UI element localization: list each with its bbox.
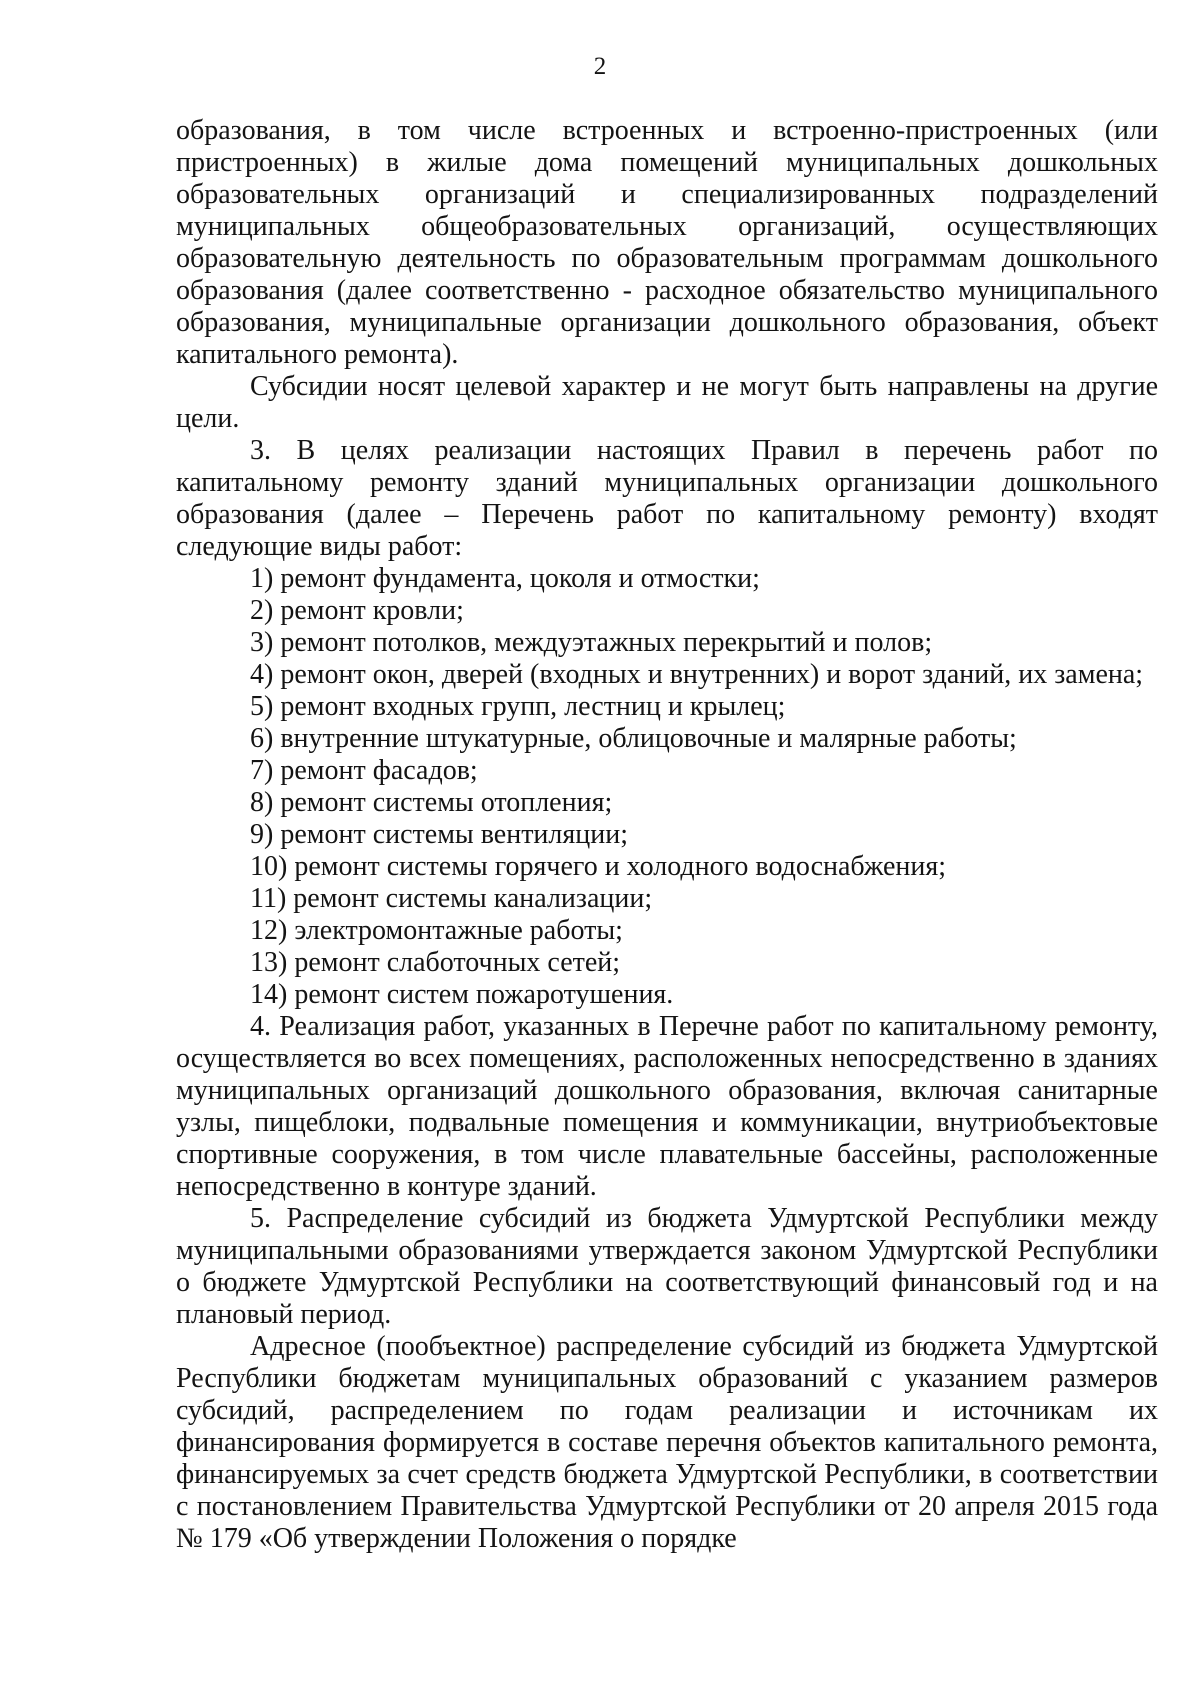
list-item: 6) внутренние штукатурные, облицовочные и малярные работы; (250, 723, 1017, 754)
list-item: 7) ремонт фасадов; (250, 755, 478, 786)
document-body (176, 115, 1158, 1555)
paragraph-address-distribution: Адресное (пообъектное) распределение субсидий из бюджета Удмуртской Республики бюджетам муниципальных образований с указанием размеров субсидий, распределением по годам реализации и источникам их финансирования формируется в составе перечня объектов капитального ремонта, финансируемых за счет средств бюджета Удмуртской Республики, в соответствии с постановлением Правительства Удмуртской Республики от 20 апреля 2015 года № 179 «Об утверждении Положения о порядке (176, 1331, 1158, 1554)
list-item: 14) ремонт систем пожаротушения. (250, 979, 674, 1010)
works-list (176, 563, 1158, 1011)
list-item: 9) ремонт системы вентиляции; (250, 819, 628, 850)
paragraph-clause-4: 4. Реализация работ, указанных в Перечне работ по капитальному ремонту, осуществляется во всех помещениях, расположенных непосредственно в зданиях муниципальных организаций дошкольного образования, включая санитарные узлы, пищеблоки, подвальные помещения и коммуникации, внутриобъектовые спортивные сооружения, в том числе плавательные бассейны, расположенные непосредственно в контуре зданий. (176, 1011, 1158, 1202)
paragraph-clause-5: 5. Распределение субсидий из бюджета Удмуртской Республики между муниципальными образованиями утверждается законом Удмуртской Республики о бюджете Удмуртской Республики на соответствующий финансовый год и на плановый период. (176, 1203, 1158, 1330)
list-item: 11) ремонт системы канализации; (250, 883, 653, 914)
list-item: 5) ремонт входных групп, лестниц и крылец; (250, 691, 786, 722)
paragraph-continuation: образования, в том числе встроенных и встроенно-пристроенных (или пристроенных) в жилые дома помещений муниципальных дошкольных образовательных организаций и специализированных подразделений муниципальных общеобразовательных организаций, осуществляющих образовательную деятельность по образовательным программам дошкольного образования (далее соответственно - расходное обязательство муниципального образования, муниципальные организации дошкольного образования, объект капитального ремонта). (176, 115, 1158, 370)
list-item: 4) ремонт окон, дверей (входных и внутренних) и ворот зданий, их замена; (250, 659, 1144, 690)
list-item: 8) ремонт системы отопления; (250, 787, 613, 818)
list-item: 13) ремонт слаботочных сетей; (250, 947, 621, 978)
list-item: 3) ремонт потолков, междуэтажных перекрытий и полов; (250, 627, 933, 658)
list-item: 2) ремонт кровли; (250, 595, 464, 626)
list-item: 12) электромонтажные работы; (250, 915, 623, 946)
paragraph-subsidies-purpose: Субсидии носят целевой характер и не могут быть направлены на другие цели. (176, 371, 1158, 434)
paragraph-clause-3: 3. В целях реализации настоящих Правил в перечень работ по капитальному ремонту зданий муниципальных организации дошкольного образования (далее – Перечень работ по капитальному ремонту) входят следующие виды работ: (176, 435, 1158, 562)
page-number: 2 (593, 53, 607, 80)
list-item: 10) ремонт системы горячего и холодного водоснабжения; (250, 851, 947, 882)
list-item: 1) ремонт фундамента, цоколя и отмостки; (250, 563, 760, 594)
